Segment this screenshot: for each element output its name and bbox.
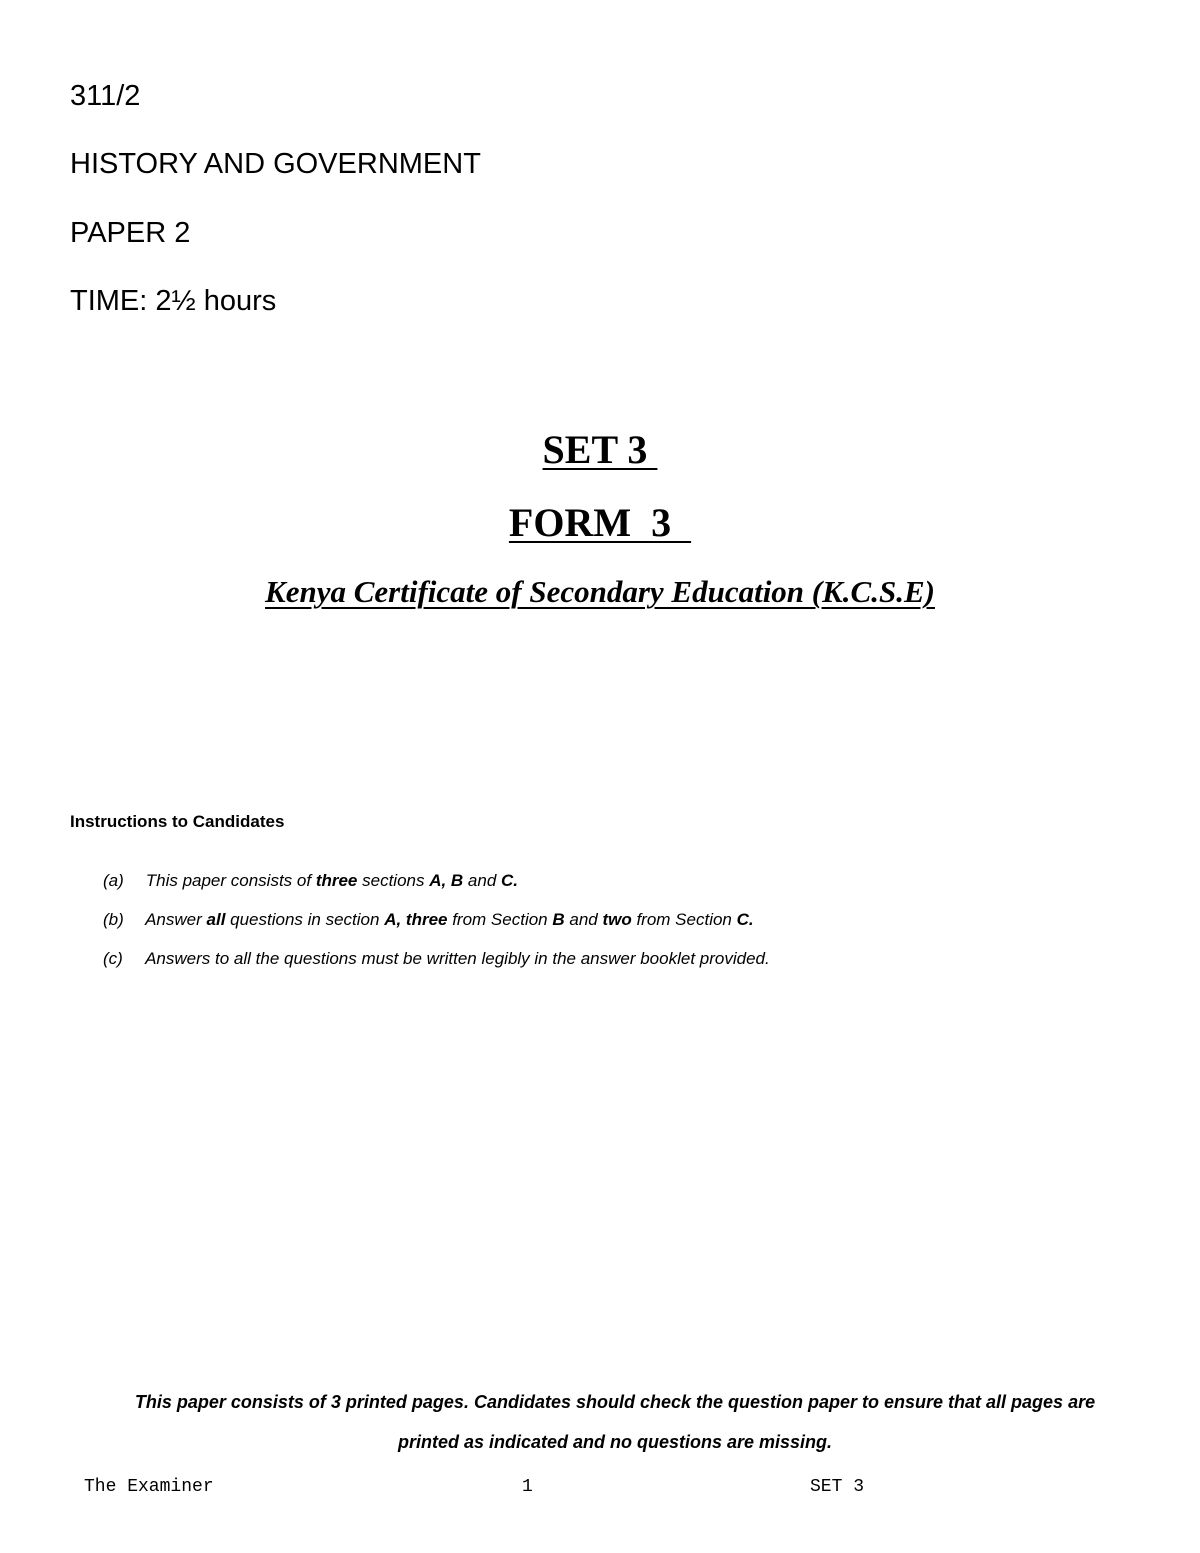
instruction-item [103, 870, 1103, 892]
paper-code: 311/2 [70, 80, 141, 112]
instruction-marker: (c) [103, 949, 123, 968]
instruction-marker: (a) [103, 871, 124, 890]
exam-title: Kenya Certificate of Secondary Education (K.C.S.E) [265, 574, 935, 609]
instruction-marker: (b) [103, 910, 124, 929]
instruction-text: sections [357, 871, 430, 890]
instruction-emphasis: B [552, 910, 565, 929]
instruction-text: Answer [145, 910, 207, 929]
instruction-emphasis: A, B [429, 871, 464, 890]
instructions-heading: Instructions to Candidates [70, 812, 285, 831]
note-line-2: printed as indicated and no questions are missing. [397, 1432, 833, 1452]
time-allowed: TIME: 2½ hours [70, 285, 277, 317]
instruction-text: This paper consists of [145, 871, 316, 890]
set-title: SET 3 [542, 427, 658, 472]
instruction-text: and [564, 910, 603, 929]
subject-title: HISTORY AND GOVERNMENT [70, 148, 481, 180]
instruction-emphasis: all [206, 910, 226, 929]
instruction-text: questions in section [225, 910, 385, 929]
instruction-text: from Section [631, 910, 737, 929]
note-line-1: This paper consists of 3 printed pages. Candidates should check the question paper to ensure that all pages are [134, 1392, 1096, 1412]
footer-examiner: The Examiner [84, 1477, 214, 1497]
instruction-text: from Section [447, 910, 553, 929]
instruction-item [103, 909, 1103, 931]
instruction-emphasis: two [602, 910, 632, 929]
instruction-item [103, 948, 1103, 970]
page-count-note [0, 1382, 1200, 1462]
instruction-text: Answers to all the questions must be written legibly in the answer booklet provided. [145, 949, 770, 968]
instruction-emphasis: A, three [384, 910, 448, 929]
footer-page-number: 1 [522, 1477, 533, 1497]
instruction-text: and [463, 871, 502, 890]
form-title: FORM 3 [508, 500, 692, 545]
footer-set-label: SET 3 [810, 1477, 865, 1497]
instruction-emphasis: three [315, 871, 358, 890]
paper-number: PAPER 2 [70, 217, 191, 249]
instruction-emphasis: C. [501, 871, 519, 890]
instructions-list [103, 870, 1103, 987]
instruction-emphasis: C. [736, 910, 754, 929]
